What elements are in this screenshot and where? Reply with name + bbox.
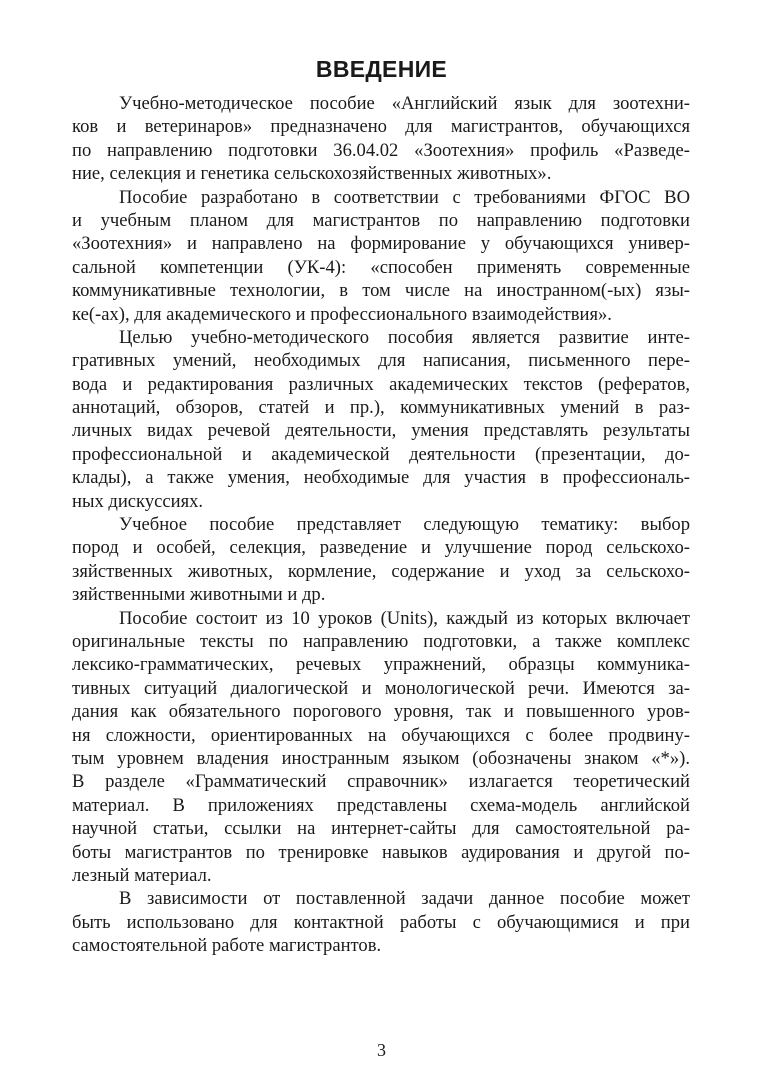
paragraph: [72, 513, 690, 607]
text-line: В разделе «Грамматический справочник» излагается теоретический: [72, 771, 690, 793]
text-line: ня сложности, ориентированных на обучающихся с более продвину-: [72, 724, 690, 746]
text-line: Учебно-методическое пособие «Английский язык для зоотехни-: [119, 93, 690, 114]
text-line: и учебным планом для магистрантов по направлению подготовки: [72, 209, 690, 231]
text-line: по направлению подготовки 36.04.02 «Зоотехния» профиль «Разведе-: [72, 139, 690, 161]
text-line: Целью учебно-методического пособия является развитие инте-: [119, 326, 690, 348]
paragraph: [72, 607, 690, 888]
text-line: лезный материал.: [72, 864, 212, 886]
text-line: материал. В приложениях представлены схема-модель английской: [72, 794, 690, 816]
text-line: В зависимости от поставленной задачи данное пособие может: [119, 888, 690, 910]
text-line: клады), а также умения, необходимые для участия в профессиональ-: [72, 467, 690, 489]
text-line: лексико-грамматических, речевых упражнений, образцы коммуника-: [72, 654, 690, 676]
text-line: боты магистрантов по тренировке навыков аудирования и другой по-: [72, 841, 690, 863]
text-line: оригинальные тексты по направлению подготовки, а также комплекс: [72, 630, 690, 652]
text-line: дания как обязательного порогового уровня, так и повышенного уров-: [72, 701, 690, 723]
paragraph: [72, 186, 690, 326]
text-line: профессиональной и академической деятельности (презентации, до-: [72, 443, 690, 465]
text-line: тивных ситуаций диалогической и монологической речи. Имеются за-: [72, 677, 690, 699]
text-line: зяйственными животными и др.: [72, 584, 326, 606]
page-number: 3: [377, 1040, 386, 1060]
text-line: Учебное пособие представляет следующую тематику: выбор: [119, 514, 690, 536]
document-body: [72, 92, 690, 957]
paragraph: [72, 92, 690, 186]
text-line: самостоятельной работе магистрантов.: [72, 935, 382, 957]
paragraph: [72, 326, 690, 513]
text-line: Пособие разработано в соответствии с требованиями ФГОС ВО: [119, 186, 690, 208]
text-line: сальной компетенции (УК-4): «способен применять современные: [72, 256, 690, 278]
text-line: аннотаций, обзоров, статей и пр.), коммуникативных умений в раз-: [72, 397, 690, 419]
text-line: ков и ветеринаров» предназначено для магистрантов, обучающихся: [72, 116, 690, 138]
text-line: пород и особей, селекция, разведение и улучшение пород сельскохо-: [72, 537, 690, 559]
text-line: «Зоотехния» и направлено на формирование у обучающихся универ-: [72, 233, 690, 255]
text-line: ние, селекция и генетика сельскохозяйственных животных».: [72, 163, 552, 185]
text-line: тым уровнем владения иностранным языком (обозначены знаком «*»).: [72, 747, 690, 769]
text-line: ных дискуссиях.: [72, 490, 204, 512]
page-title: ВВЕДЕНИЕ: [315, 56, 448, 82]
text-line: научной статьи, ссылки на интернет-сайты для самостоятельной ра-: [72, 818, 690, 840]
text-line: вода и редактирования различных академических текстов (рефератов,: [72, 373, 690, 395]
text-line: ке(-ах), для академического и профессионального взаимодействия».: [72, 303, 612, 325]
text-line: Пособие состоит из 10 уроков (Units), каждый из которых включает: [119, 607, 690, 629]
text-line: личных видах речевой деятельности, умения представлять результаты: [72, 420, 690, 442]
text-line: гративных умений, необходимых для написания, письменного пере-: [72, 350, 690, 372]
paragraph: [72, 887, 690, 957]
text-line: коммуникативные технологии, в том числе на иностранном(-ых) язы-: [72, 280, 690, 302]
text-line: быть использовано для контактной работы с обучающимися и при: [72, 911, 690, 933]
text-line: зяйственных животных, кормление, содержание и уход за сельскохо-: [72, 560, 690, 582]
